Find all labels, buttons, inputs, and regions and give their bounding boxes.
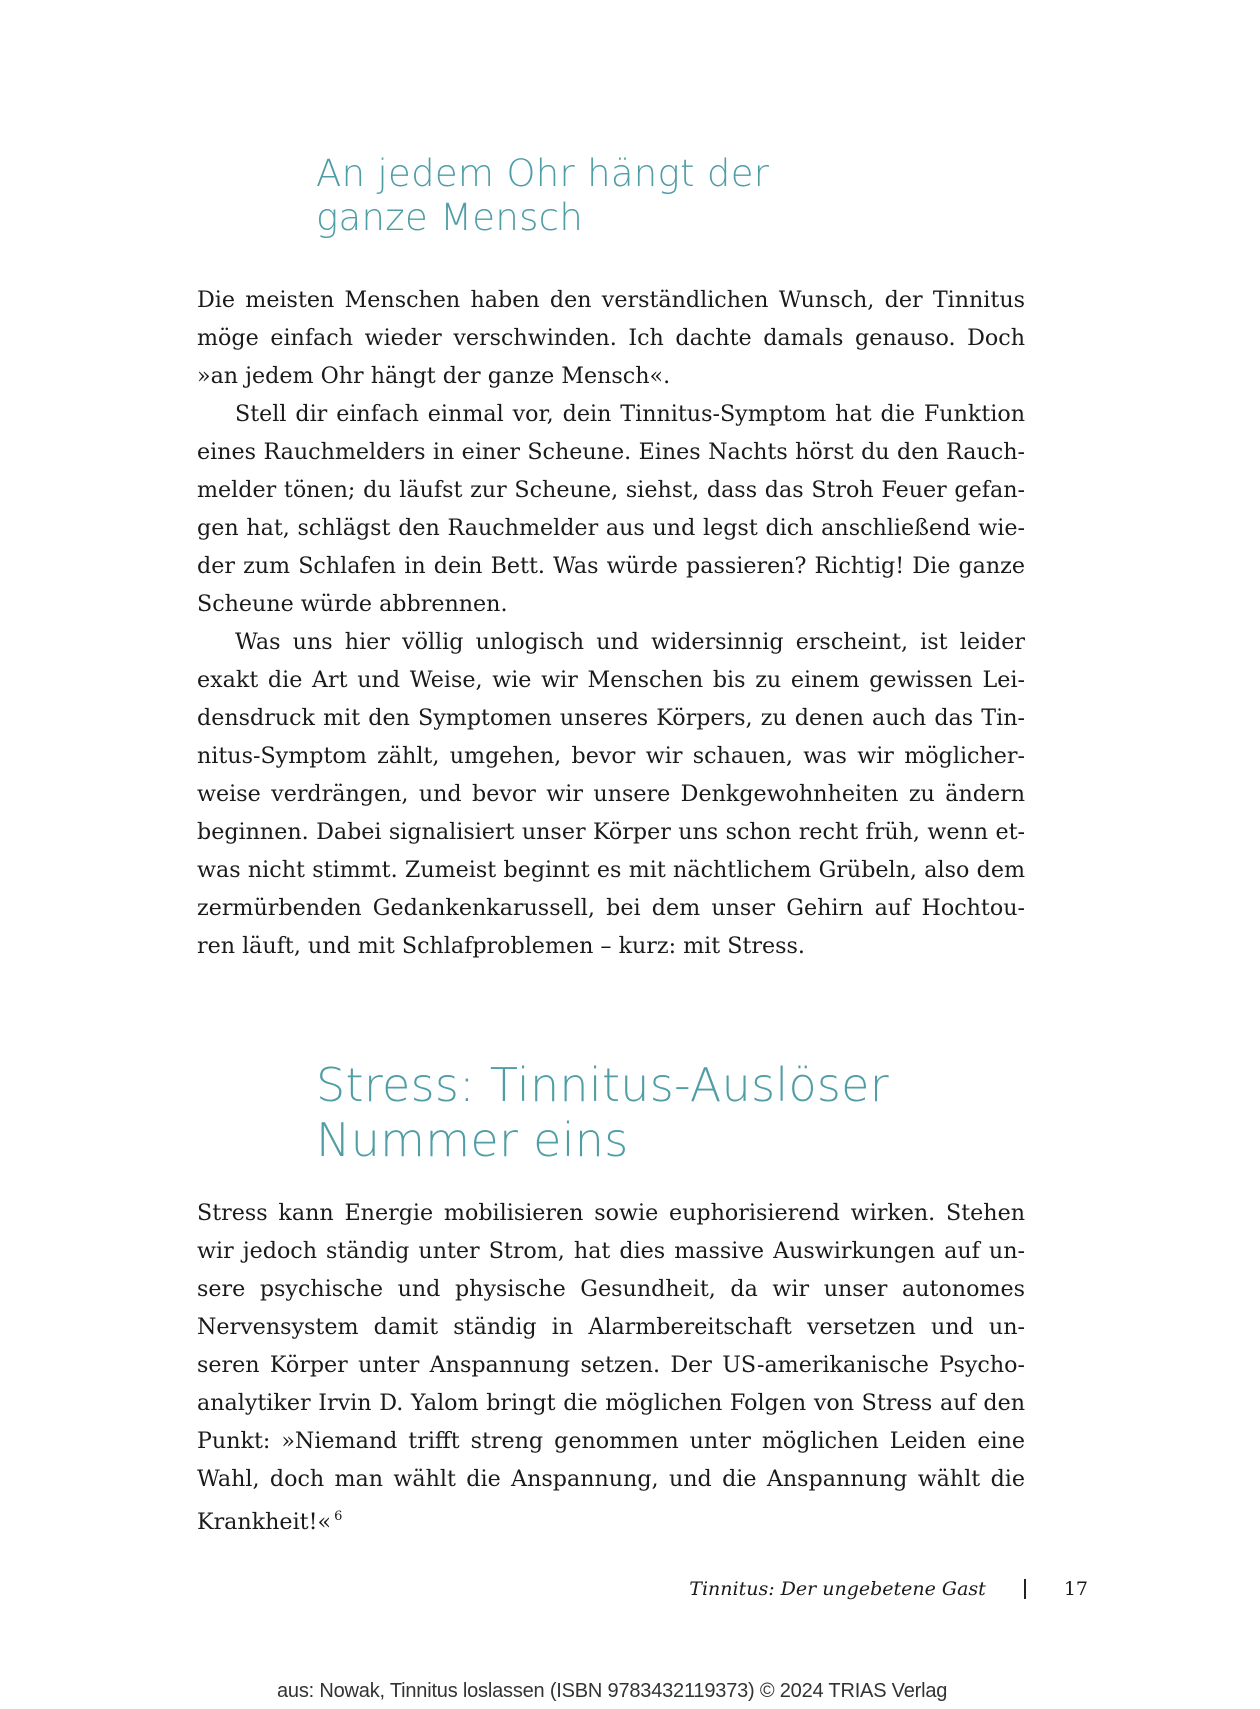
text-line: »an jedem Ohr hängt der ganze Mensch«. xyxy=(197,363,671,389)
text-line: der zum Schlafen in dein Bett. Was würde passieren? Richtig! Die ganze xyxy=(197,553,1025,579)
text-line: was nicht stimmt. Zumeist beginnt es mit nächtlichem Grübeln, also dem xyxy=(197,857,1025,883)
footer-divider xyxy=(1024,1579,1026,1599)
text-line: Krankheit!« xyxy=(197,1509,332,1535)
text-line: seren Körper unter Anspannung setzen. Der US-amerikanische Psycho- xyxy=(197,1352,1025,1378)
heading-line: Stress: Tinnitus-Auslöser xyxy=(316,1058,889,1112)
text-line: möge einfach wieder verschwinden. Ich dachte damals genauso. Doch xyxy=(197,325,1025,351)
text-line: Wahl, doch man wählt die Anspannung, und die Anspannung wählt die xyxy=(197,1466,1025,1492)
text-line: ren läuft, und mit Schlafproblemen – kurz: mit Stress. xyxy=(197,933,805,959)
running-title: Tinnitus: Der ungebetene Gast xyxy=(689,1578,986,1600)
text-line: densdruck mit den Symptomen unseres Körpers, zu denen auch das Tin- xyxy=(197,705,1025,731)
text-line: nitus-Symptom zählt, umgehen, bevor wir schauen, was wir möglicher- xyxy=(197,743,1025,769)
text-line: wir jedoch ständig unter Strom, hat dies massive Auswirkungen auf un- xyxy=(197,1238,1025,1264)
text-line: Nervensystem damit ständig in Alarmbereitschaft versetzen und un- xyxy=(197,1314,1025,1340)
running-footer xyxy=(689,1578,1088,1600)
text-line: weise verdrängen, und bevor wir unsere Denkgewohnheiten zu ändern xyxy=(197,781,1025,807)
text-line: gen hat, schlägst den Rauchmelder aus und legst dich anschließend wie- xyxy=(197,515,1025,541)
text-line: exakt die Art und Weise, wie wir Menschen bis zu einem gewissen Lei- xyxy=(197,667,1025,693)
text-line: sere psychische und physische Gesundheit, da wir unser autonomes xyxy=(197,1276,1025,1302)
text-line: eines Rauchmelders in einer Scheune. Eines Nachts hörst du den Rauch- xyxy=(197,439,1025,465)
text-line-with-footnote xyxy=(197,1498,1025,1536)
text-line: analytiker Irvin D. Yalom bringt die möglichen Folgen von Stress auf den xyxy=(197,1390,1025,1416)
text-line: Scheune würde abbrennen. xyxy=(197,591,508,617)
text-line: melder tönen; du läufst zur Scheune, siehst, dass das Stroh Feuer gefan- xyxy=(197,477,1025,503)
page-number: 17 xyxy=(1063,1578,1088,1600)
heading-line: ganze Mensch xyxy=(316,196,584,239)
publisher-credit: aus: Nowak, Tinnitus loslassen (ISBN 9783432119373) © 2024 TRIAS Verlag xyxy=(277,1680,948,1702)
section-heading-ohr xyxy=(316,152,769,240)
text-line: Stress kann Energie mobilisieren sowie euphorisierend wirken. Stehen xyxy=(197,1200,1025,1226)
text-line: zermürbenden Gedankenkarussell, bei dem unser Gehirn auf Hochtou- xyxy=(197,895,1025,921)
text-line: Was uns hier völlig unlogisch und widersinnig erscheint, ist leider xyxy=(235,629,1025,655)
text-line: Punkt: »Niemand trifft streng genommen unter möglichen Leiden eine xyxy=(197,1428,1025,1454)
footnote-marker[interactable]: 6 xyxy=(334,1509,343,1524)
section-body-ohr xyxy=(197,281,1025,965)
text-line: beginnen. Dabei signalisiert unser Körper uns schon recht früh, wenn et- xyxy=(197,819,1025,845)
section-heading-stress xyxy=(316,1058,889,1168)
text-line: Stell dir einfach einmal vor, dein Tinnitus-Symptom hat die Funktion xyxy=(235,401,1025,427)
text-line: Die meisten Menschen haben den verständlichen Wunsch, der Tinnitus xyxy=(197,287,1025,313)
heading-line: Nummer eins xyxy=(316,1113,629,1167)
heading-line: An jedem Ohr hängt der xyxy=(316,152,770,195)
section-body-stress xyxy=(197,1194,1025,1536)
